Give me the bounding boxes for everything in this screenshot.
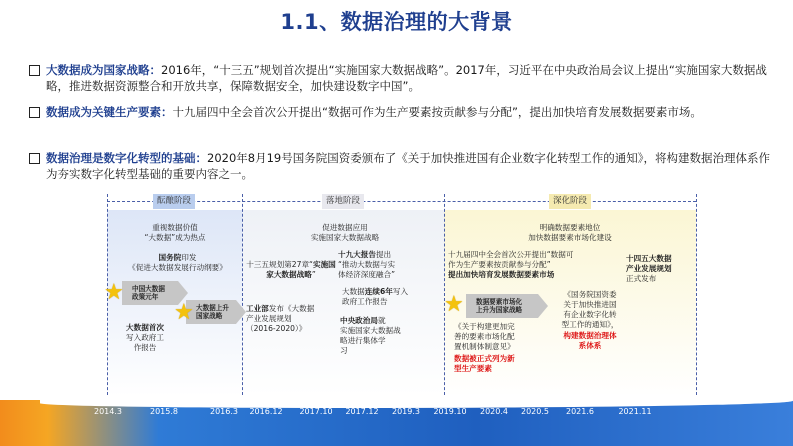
- stage-label-landing: 落地阶段: [322, 194, 364, 209]
- date-tick: 2014.3: [94, 407, 122, 416]
- politburo-head: 中央政治局: [340, 316, 378, 325]
- bullet-national-strategy: [46, 62, 776, 94]
- plenum-bold: 提出加快培育发展数据要素市场: [448, 270, 555, 279]
- date-tick: 2017.10: [299, 407, 333, 416]
- bigdata-b: 连续6年: [364, 287, 393, 296]
- stage2-miit: [246, 304, 338, 334]
- politburo-text: 就 实施国家大数据战 略进行集体学 习: [340, 316, 401, 355]
- state-council-text: 印发 《促进大数据发展行动纲要》: [128, 253, 227, 272]
- state-council-label: 国务院: [158, 253, 182, 262]
- stage-divider: [242, 194, 243, 400]
- date-tick: 2021.11: [618, 407, 652, 416]
- arrow-policy-first-year: [122, 281, 178, 305]
- stage1-state-council: [110, 253, 245, 273]
- bigdata-c: 写入 政府工作报告: [342, 287, 409, 306]
- checkbox-square-icon: [29, 65, 40, 76]
- cpc19-text: 提出 “推动大数据与实 体经济深度融合”: [338, 250, 396, 279]
- star-icon: ★: [104, 280, 124, 305]
- stage3-14th-plan: [626, 254, 696, 284]
- bullet-text: 2020年8月19号国务院国资委颁布了《关于加快推进国有企业数字化转型工作的通知》，将构建数据治理体系作为夯实数字化转型基础的重要内容之一。: [46, 151, 770, 181]
- date-tick: 2017.12: [345, 407, 379, 416]
- date-tick: 2016.12: [249, 407, 283, 416]
- stage3-governance: 构建数据治理体 系体系: [563, 331, 617, 350]
- stage2-politburo: [340, 316, 430, 356]
- plan14-head: 十四五大数据 产业发展规划: [626, 254, 672, 273]
- bullet-head: 数据治理是数字化转型的基础：: [46, 151, 207, 165]
- stage2-six-years: [342, 287, 442, 307]
- miit-text: 发布《大数据 产业发展规划 （2016-2020）》: [246, 304, 315, 333]
- date-tick: 2015.8: [150, 407, 178, 416]
- stage3-sasac: 《国务院国资委 关于加快推进国 有企业数字化转 型工作的通知》，: [561, 290, 619, 329]
- bullet-digital-transformation: [46, 150, 776, 182]
- star-icon: ★: [444, 292, 464, 317]
- timeline-dates: [0, 407, 793, 421]
- plan-a: 十三五规划第27章“: [246, 260, 313, 269]
- bullet-head: 数据成为关键生产要素：: [46, 105, 173, 119]
- stage1-summary: 重视数据价值 “大数据”成为热点: [144, 223, 206, 242]
- bigdata-a: 大数据: [342, 287, 365, 296]
- plan14-text: 正式发布: [626, 274, 657, 283]
- bullet-text: 十九届四中全会首次公开提出“数据可作为生产要素按贡献参与分配”，提出加快培育发展数据要素市场。: [172, 105, 702, 119]
- stage2-13th-plan: [246, 260, 336, 280]
- stage-label-deepening: 深化阶段: [549, 194, 591, 209]
- stage1-gov-report: [110, 323, 180, 353]
- star-icon: ★: [174, 300, 194, 325]
- gov-report-text: 写入政府工 作报告: [126, 333, 164, 352]
- gov-report-head: 大数据首次: [126, 323, 164, 332]
- stage-label-brewing: 酝酿阶段: [153, 194, 195, 209]
- stage-header: [0, 194, 793, 209]
- plan-c: ”: [311, 270, 316, 279]
- plenum-text: 十九届四中全会首次公开提出“数据可 作为生产要素按贡献参与分配”: [448, 250, 574, 269]
- date-tick: 2019.3: [392, 407, 420, 416]
- date-tick: 2020.5: [521, 407, 549, 416]
- stage2-19th-congress: [338, 250, 438, 280]
- miit-head: 工业部: [246, 304, 269, 313]
- stage3-new-factor: 数据被正式列为新 型生产要素: [454, 354, 515, 373]
- stage3-summary: 明确数据要素地位 加快数据要素市场化建设: [528, 223, 612, 242]
- stage-divider: [696, 194, 697, 400]
- date-tick: 2020.4: [480, 407, 508, 416]
- bullet-head: 大数据成为国家战略：: [46, 63, 161, 77]
- stage3-opinion: 《关于构建更加完 善的要素市场化配 置机制体制意见》: [454, 322, 515, 351]
- arrow-market-strategy: [466, 294, 538, 318]
- stage2-summary: 促进数据应用 实施国家大数据战略: [310, 223, 380, 242]
- plan-b: 实施国家大数据战略: [266, 260, 336, 279]
- bullet-text: 2016年，“十三五”规划首次提出“实施国家大数据战略”。2017年，习近平在中央政治局会议上提出“实施国家大数据战略，推进数据资源整合和开放共享，保障数据安全，加快建设数字中国”。: [46, 63, 767, 93]
- arrow-market-strategy-label: 数据要素市场化 上升为国家战略: [476, 298, 523, 314]
- date-tick: 2019.10: [433, 407, 467, 416]
- arrow-national-strategy-label: 大数据上升 国家战略: [196, 304, 229, 320]
- cpc19-head: 十九大报告: [338, 250, 376, 259]
- stage3-plenum: [448, 250, 623, 280]
- checkbox-square-icon: [29, 153, 40, 164]
- bullet-production-factor: [46, 104, 776, 120]
- checkbox-square-icon: [29, 107, 40, 118]
- arrow-policy-first-year-label: 中国大数据 政策元年: [132, 285, 165, 301]
- page-title: 1.1、数据治理的大背景: [280, 10, 513, 34]
- date-tick: 2021.6: [566, 407, 594, 416]
- date-tick: 2016.3: [210, 407, 238, 416]
